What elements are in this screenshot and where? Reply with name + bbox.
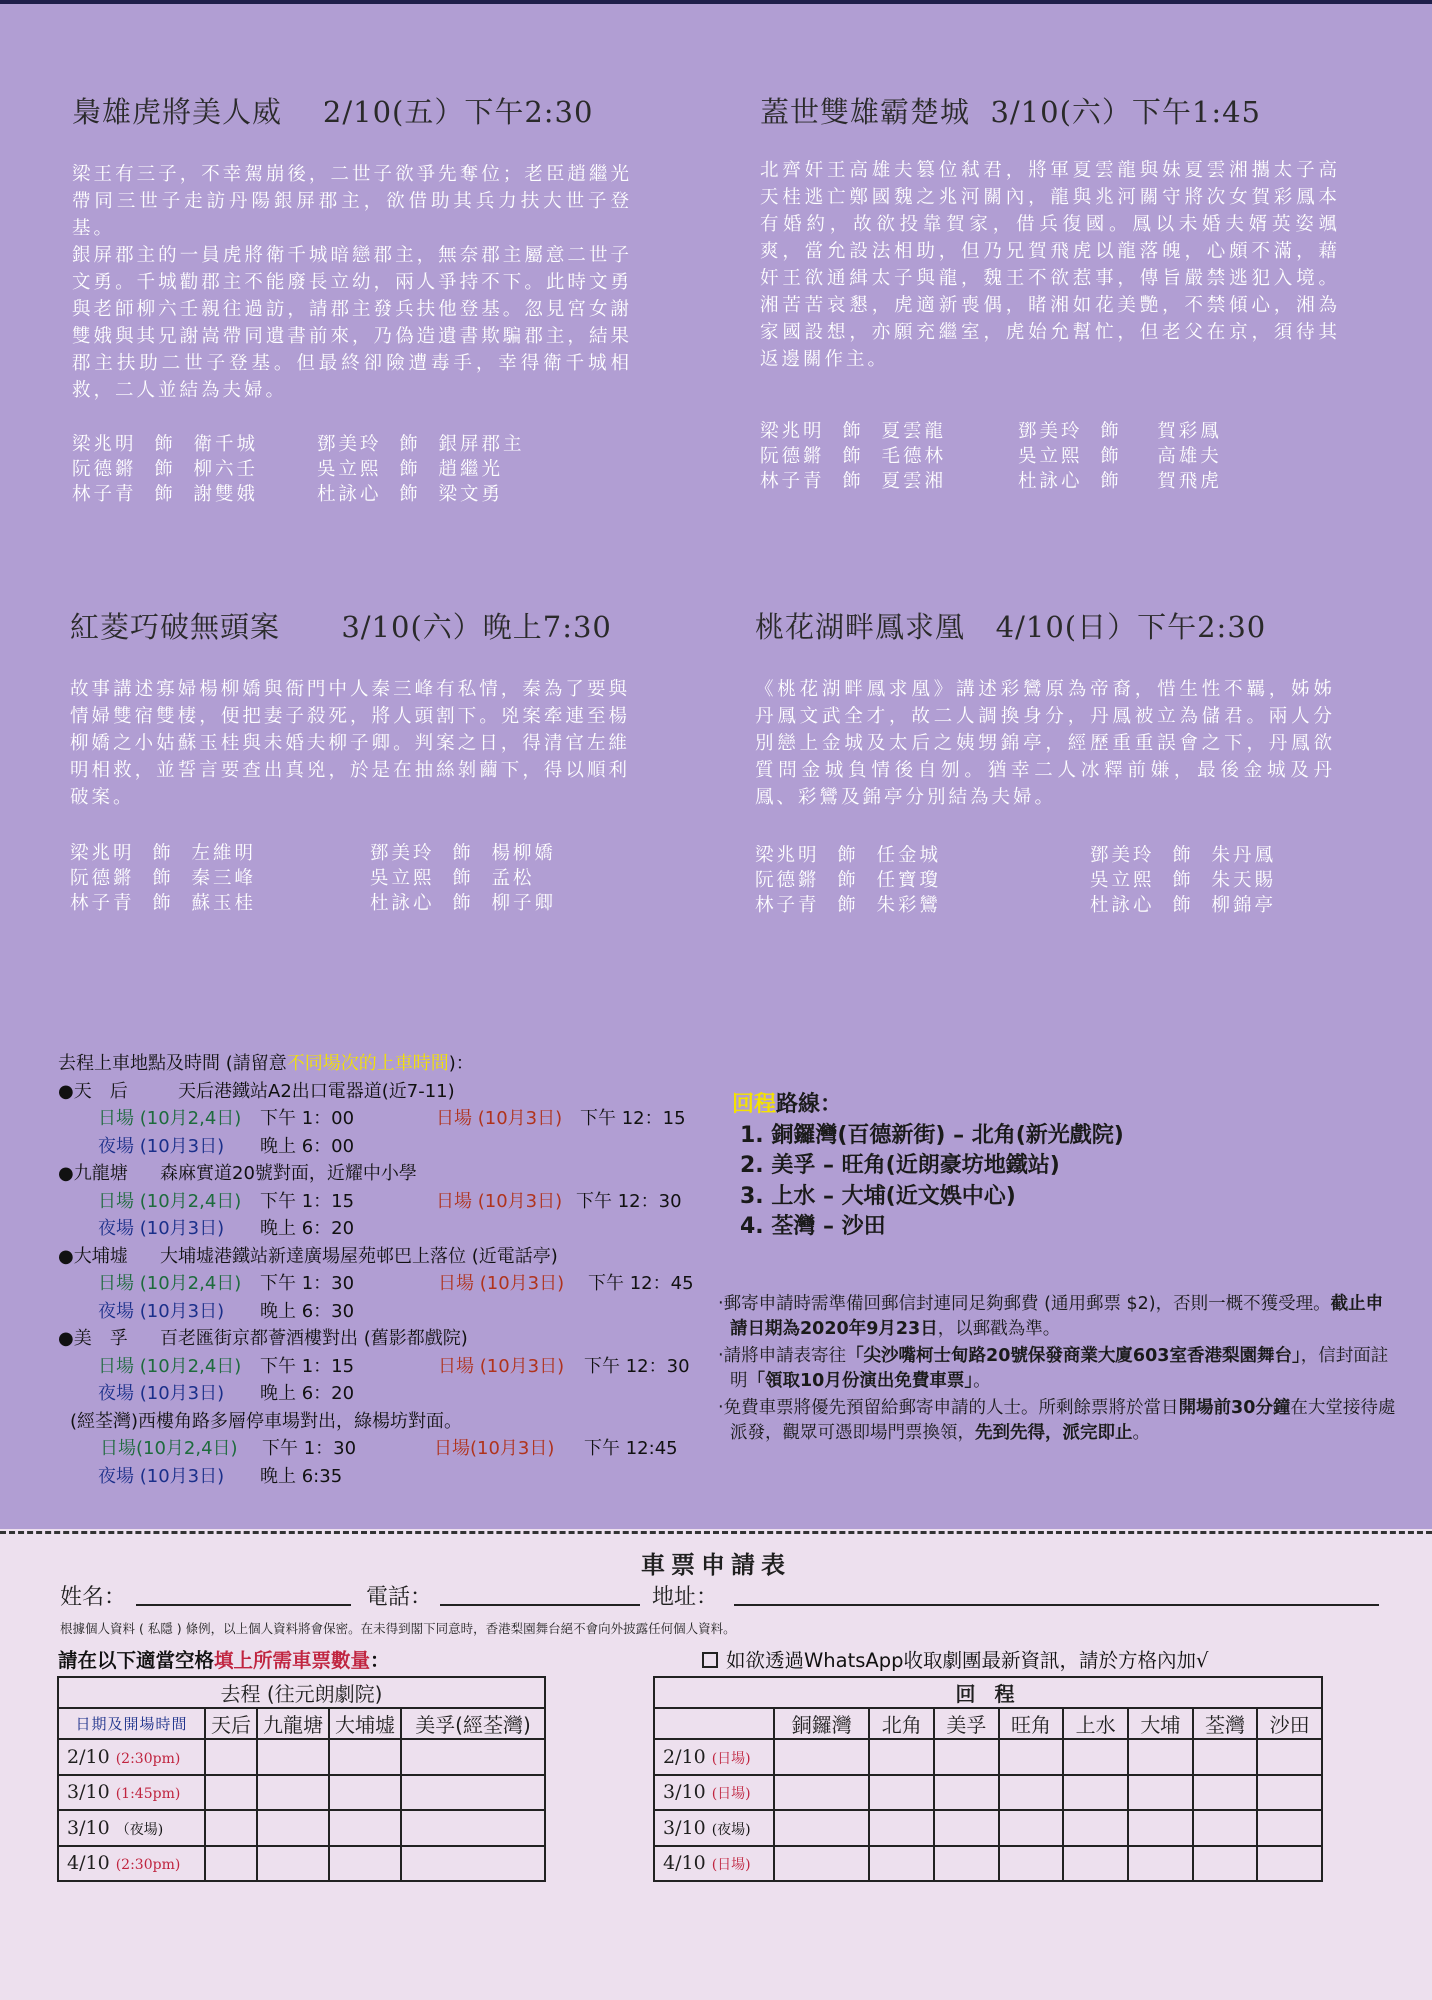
- stop-address: 百老匯街京都薈酒樓對出 (舊影都戲院): [160, 1328, 468, 1349]
- mid-session: 日場(10月3日): [434, 1438, 555, 1459]
- mid-session: 日場 (10月3日): [438, 1355, 565, 1377]
- stop-address: 大埔墟港鐵站新達廣場屋苑邨巴上落位 (近電話亭): [160, 1245, 558, 1267]
- show-datetime: 2/10(五）下午2:30: [322, 95, 594, 129]
- night-time: 晚上 6:35: [260, 1465, 343, 1487]
- show-title-line: [72, 90, 632, 131]
- quantity-cell[interactable]: [257, 1739, 329, 1775]
- night-session: 夜場 (10月3日): [98, 1300, 225, 1322]
- row-date: 3/10: [663, 1781, 706, 1804]
- cast-list: [72, 432, 632, 507]
- day-session: 日場 (10月2,4日): [98, 1355, 242, 1377]
- note-text: ‧郵寄申請時需準備回郵信封連同足夠郵費 (通用郵票 $2)，否則一概不獲受理。: [718, 1294, 1331, 1314]
- show-title: 梟雄虎將美人威: [72, 95, 283, 129]
- cast-entry: 阮德鏘 飾 毛德林: [760, 446, 947, 467]
- quantity-cell[interactable]: [869, 1810, 934, 1846]
- name-label: 姓名：: [60, 1585, 127, 1610]
- row-date-cell: [654, 1846, 774, 1882]
- cast-entry: 鄧美玲 飾 朱丹鳳: [1090, 845, 1277, 866]
- quantity-cell[interactable]: [934, 1739, 999, 1775]
- table-row: [58, 1846, 545, 1882]
- note-item: [718, 1344, 1398, 1394]
- return-table-title: 回 程: [654, 1677, 1322, 1708]
- column-header: 天后: [205, 1708, 257, 1739]
- cast-entry: 鄧美玲 飾 銀屏郡主: [317, 434, 525, 455]
- show-datetime: 4/10(日）下午2:30: [995, 610, 1267, 644]
- cast-entry: 杜詠心 飾 柳子卿: [370, 893, 557, 914]
- quantity-cell[interactable]: [1193, 1846, 1258, 1882]
- show-synopsis: 《桃花湖畔鳳求凰》講述彩鸞原為帝裔，惜生性不羈，姊姊丹鳳文武全才，故二人調換身分，丹鳳被立為儲君。兩人分別戀上金城及太后之姨甥錦亭，經歷重重誤會之下，丹鳳欲質問金城負情後自刎。猶幸二人冰釋前嫌，最後金城及丹鳳、彩鸞及錦亭分別結為夫婦。: [755, 679, 1335, 808]
- quantity-cell[interactable]: [257, 1775, 329, 1811]
- night-time: 晚上 6：00: [260, 1135, 355, 1157]
- show-synopsis: 梁王有三子，不幸駕崩後，二世子欲爭先奪位；老臣趙繼光帶同三世子走訪丹陽銀屏郡主，欲借助其兵力扶大世子登基。 銀屏郡主的一員虎將衛千城暗戀郡主，無奈郡主屬意二世子文勇。千城勸郡主不能廢長立幼，兩人爭持不下。此時文勇與老師柳六壬親往過訪，請郡主發兵扶他登基。忽見宮女謝雙娥與其兄謝嵩帶同遺書前來，乃偽造遺書欺騙郡主，結果郡主扶助二世子登基。但最終卻險遭毒手，幸得衛千城相救，二人並結為夫婦。: [72, 164, 632, 401]
- show-title-line: [755, 605, 1335, 646]
- column-header: 大埔墟: [329, 1708, 401, 1739]
- row-time: (1:45pm): [115, 1786, 181, 1803]
- pickup-schedule: [58, 1050, 718, 1490]
- day-time: 下午 1：15: [260, 1190, 355, 1212]
- pickup-times: [58, 1270, 718, 1298]
- quantity-cell[interactable]: [1257, 1739, 1322, 1775]
- return-route-item: 3. 上水 – 大埔(近文娛中心): [740, 1183, 1016, 1209]
- table-row: [58, 1775, 545, 1811]
- quantity-cell[interactable]: [401, 1846, 545, 1882]
- note-text: 。: [1132, 1423, 1150, 1443]
- phone-input[interactable]: [440, 1604, 640, 1606]
- cast-entry: 吳立熙 飾 高雄夫: [1018, 446, 1222, 467]
- column-header: 北角: [869, 1708, 934, 1739]
- column-header: 美孚: [934, 1708, 999, 1739]
- row-date-cell: [58, 1739, 205, 1775]
- quantity-cell[interactable]: [934, 1775, 999, 1811]
- row-date-cell: [654, 1810, 774, 1846]
- mid-time: 下午 12：45: [588, 1273, 694, 1294]
- column-header: 荃灣: [1193, 1708, 1258, 1739]
- note-text: ，信封面註明: [730, 1346, 1389, 1391]
- show-synopsis: 北齊奸王高雄夫篡位弒君，將軍夏雲龍與妹夏雲湘攜太子高天桂逃亡鄭國魏之兆河關內，龍與兆河關守將次女賀彩鳳本有婚約，故欲投靠賀家，借兵復國。鳳以未婚夫婿英姿颯爽，當允設法相助，但乃兄賀飛虎以龍落魄，心頗不滿，藉奸王欲通緝太子與龍，魏王不欲惹事，傳旨嚴禁逃犯入境。湘苦苦哀懇，虎適新喪偶，睹湘如花美艷，不禁傾心，湘為家國設想，亦願充繼室，虎始允幫忙，但老父在京，須待其返邊關作主。: [760, 160, 1340, 370]
- mid-time: 下午 12:45: [584, 1438, 678, 1459]
- mid-session: 日場 (10月3日): [436, 1190, 563, 1212]
- pickup-times: [58, 1380, 718, 1408]
- quantity-cell[interactable]: [1128, 1739, 1193, 1775]
- quantity-cell[interactable]: [1257, 1775, 1322, 1811]
- date-column-header: [654, 1708, 774, 1739]
- instruction-emphasis: 填上所需車票數量: [214, 1649, 371, 1672]
- show-card: [755, 605, 1335, 918]
- note-text: 。: [973, 1371, 991, 1391]
- show-card: [760, 90, 1340, 494]
- night-session: 夜場 (10月3日): [98, 1135, 225, 1157]
- cast-entry: 林子青 飾 夏雲湘: [760, 471, 947, 492]
- cast-entry: 阮德鏘 飾 秦三峰: [70, 868, 257, 889]
- day-time: 下午 1：00: [260, 1108, 355, 1129]
- mid-session: 日場 (10月3日): [436, 1108, 563, 1129]
- table-row: [654, 1739, 1322, 1775]
- pickup-times: [58, 1435, 718, 1463]
- quantity-cell[interactable]: [401, 1810, 545, 1846]
- quantity-cell[interactable]: [1257, 1810, 1322, 1846]
- quantity-cell[interactable]: [869, 1775, 934, 1811]
- row-date-cell: [654, 1775, 774, 1811]
- note-item: [718, 1396, 1398, 1446]
- show-card: [72, 90, 632, 507]
- quantity-cell[interactable]: [1063, 1775, 1128, 1811]
- row-date: 3/10: [67, 1816, 110, 1839]
- quantity-cell[interactable]: [1063, 1739, 1128, 1775]
- whatsapp-label: 如欲透過WhatsApp收取劇團最新資訊，請於方格內加√: [726, 1649, 1209, 1672]
- row-time: (2:30pm): [115, 1750, 181, 1767]
- cast-entry: 林子青 飾 謝雙娥: [72, 484, 259, 505]
- column-header: 美孚(經荃灣): [401, 1708, 545, 1739]
- quantity-cell[interactable]: [257, 1810, 329, 1846]
- cast-entry: 吳立熙 飾 朱天賜: [1090, 870, 1277, 891]
- quantity-cell[interactable]: [1193, 1810, 1258, 1846]
- note-address: 「尖沙嘴柯士甸路20號保發商業大廈603室香港梨園舞台」: [846, 1346, 1301, 1366]
- show-card: [70, 605, 630, 916]
- quantity-cell[interactable]: [869, 1846, 934, 1882]
- quantity-cell[interactable]: [774, 1739, 869, 1775]
- night-time: 晚上 6：30: [260, 1300, 355, 1322]
- pickup-times: [58, 1298, 718, 1326]
- day-time: 下午 1：30: [262, 1438, 357, 1459]
- row-time: （夜場): [115, 1821, 164, 1838]
- show-datetime: 3/10(六）下午1:45: [990, 95, 1262, 129]
- pickup-stop: [58, 1078, 718, 1106]
- table-row: [58, 1739, 545, 1775]
- whatsapp-checkbox[interactable]: [702, 1652, 718, 1668]
- quantity-cell[interactable]: [869, 1739, 934, 1775]
- return-route: [732, 1090, 1124, 1243]
- quantity-cell[interactable]: [1193, 1775, 1258, 1811]
- quantity-cell[interactable]: [205, 1739, 257, 1775]
- outbound-table-title: 去程 (往元朗劇院): [58, 1677, 545, 1708]
- quantity-cell[interactable]: [999, 1810, 1064, 1846]
- quantity-cell[interactable]: [774, 1775, 869, 1811]
- quantity-cell[interactable]: [1128, 1775, 1193, 1811]
- stop-address: 森麻實道20號對面，近耀中小學: [160, 1163, 417, 1184]
- address-label: 地址：: [652, 1585, 719, 1610]
- cut-line: [0, 1531, 1432, 1534]
- date-column-header: 日期及開場時間: [58, 1708, 205, 1739]
- quantity-cell[interactable]: [205, 1810, 257, 1846]
- column-header: 旺角: [999, 1708, 1064, 1739]
- phone-label: 電話：: [366, 1585, 433, 1610]
- return-route-item: 2. 美孚 – 旺角(近朗豪坊地鐵站): [740, 1153, 1060, 1178]
- instruction-text: ：: [370, 1649, 390, 1672]
- quantity-cell[interactable]: [329, 1775, 401, 1811]
- row-session: (日場): [711, 1857, 751, 1874]
- quantity-cell[interactable]: [205, 1846, 257, 1882]
- pickup-times: [58, 1463, 718, 1491]
- mid-time: 下午 12：30: [576, 1190, 682, 1212]
- column-header: 沙田: [1257, 1708, 1322, 1739]
- show-synopsis: 故事講述寡婦楊柳嬌與衙門中人秦三峰有私情，秦為了要與情婦雙宿雙棲，便把妻子殺死，將人頭割下。兇案牽連至楊柳嬌之小姑蘇玉桂與未婚夫柳子卿。判案之日，得清官左維明相救，並誓言要查出真兇，於是在抽絲剝繭下，得以順利破案。: [70, 679, 630, 808]
- day-time: 下午 1：30: [260, 1273, 355, 1294]
- cast-entry: 吳立熙 飾 趙繼光: [317, 459, 504, 480]
- quantity-cell[interactable]: [1128, 1846, 1193, 1882]
- row-session: (日場): [711, 1750, 751, 1767]
- note-text: ，以郵戳為準。: [937, 1319, 1061, 1339]
- outbound-ticket-table: [57, 1676, 546, 1882]
- quantity-cell[interactable]: [401, 1739, 545, 1775]
- day-session: 日場 (10月2,4日): [98, 1190, 242, 1212]
- return-heading-highlight: 回程: [732, 1092, 777, 1117]
- row-date: 2/10: [663, 1745, 706, 1768]
- row-date: 2/10: [67, 1745, 110, 1768]
- night-time: 晚上 6：20: [260, 1383, 355, 1404]
- cast-entry: 阮德鏘 飾 柳六壬: [72, 459, 259, 480]
- row-date: 4/10: [663, 1852, 706, 1875]
- return-route-item: 4. 荃灣 – 沙田: [740, 1214, 886, 1239]
- pickup-times: [58, 1133, 718, 1161]
- row-date: 3/10: [663, 1816, 706, 1839]
- quantity-cell[interactable]: [774, 1846, 869, 1882]
- note-text: 在大堂接待處派發，觀眾可憑即場門票換領，: [730, 1398, 1396, 1443]
- application-notes: [718, 1292, 1398, 1448]
- cast-list: [760, 419, 1340, 494]
- note-first-come: 先到先得，派完即止: [975, 1423, 1133, 1443]
- stop-name: ●大埔墟: [58, 1245, 128, 1267]
- table-row: [654, 1810, 1322, 1846]
- quantity-cell[interactable]: [205, 1775, 257, 1811]
- cast-entry: 杜詠心 飾 柳錦亭: [1090, 895, 1277, 916]
- cast-entry: 鄧美玲 飾 賀彩鳳: [1018, 421, 1222, 442]
- cast-entry: 杜詠心 飾 梁文勇: [317, 484, 504, 505]
- quantity-cell[interactable]: [257, 1846, 329, 1882]
- table-row: [58, 1810, 545, 1846]
- show-title: 桃花湖畔鳳求凰: [755, 610, 966, 644]
- note-timing: 開場前30分鐘: [1178, 1398, 1291, 1418]
- mid-time: 下午 12：30: [584, 1355, 690, 1377]
- pickup-times: [58, 1188, 718, 1216]
- cast-entry: 鄧美玲 飾 楊柳嬌: [370, 843, 557, 864]
- cast-list: [755, 843, 1335, 918]
- show-datetime: 3/10(六）晚上7:30: [341, 610, 612, 644]
- column-header: 上水: [1063, 1708, 1128, 1739]
- row-session: (日場): [711, 1786, 751, 1803]
- quantity-cell[interactable]: [329, 1846, 401, 1882]
- name-input[interactable]: [136, 1604, 351, 1606]
- row-date-cell: [58, 1846, 205, 1882]
- heading-text: )：: [448, 1053, 474, 1074]
- return-heading: [732, 1090, 1124, 1121]
- cast-entry: 吳立熙 飾 孟松: [370, 868, 535, 889]
- address-input[interactable]: [734, 1604, 1379, 1606]
- cast-entry: 阮德鏘 飾 任寶瓊: [755, 870, 942, 891]
- quantity-instruction: [58, 1645, 390, 1673]
- stop-name: ●美 孚: [58, 1328, 128, 1349]
- show-title: 紅菱巧破無頭案: [70, 610, 281, 644]
- row-date-cell: [654, 1739, 774, 1775]
- return-route-item: 1. 銅鑼灣(百德新街) – 北角(新光戲院): [740, 1122, 1124, 1148]
- cast-entry: 梁兆明 飾 任金城: [755, 845, 942, 866]
- quantity-cell[interactable]: [329, 1810, 401, 1846]
- row-date-cell: [58, 1810, 205, 1846]
- quantity-cell[interactable]: [1257, 1846, 1322, 1882]
- return-heading-text: 路線：: [776, 1092, 843, 1117]
- quantity-cell[interactable]: [401, 1775, 545, 1811]
- quantity-cell[interactable]: [934, 1810, 999, 1846]
- night-session: 夜場 (10月3日): [98, 1218, 225, 1239]
- show-title-line: [760, 90, 1340, 131]
- show-title-line: [70, 605, 630, 646]
- mid-time: 下午 12：15: [580, 1108, 686, 1129]
- cast-entry: 梁兆明 飾 衛千城: [72, 434, 259, 455]
- note-deadline: 截止申請日期為2020年9月23日: [730, 1294, 1384, 1339]
- day-session: 日場 (10月2,4日): [98, 1108, 242, 1129]
- stop-address: (經荃灣)西樓角路多層停車場對出，綠楊坊對面。: [70, 1410, 463, 1432]
- form-title: 車票申請表: [641, 1551, 791, 1579]
- night-time: 晚上 6：20: [260, 1218, 355, 1239]
- pickup-times: [58, 1105, 718, 1133]
- pickup-heading: [58, 1050, 718, 1078]
- note-envelope: 「領取10月份演出免費車票」: [747, 1371, 974, 1391]
- cast-entry: 林子青 飾 朱彩鸞: [755, 895, 942, 916]
- table-row: [654, 1775, 1322, 1811]
- row-date: 4/10: [67, 1852, 110, 1875]
- cast-entry: 梁兆明 飾 左維明: [70, 843, 257, 864]
- pickup-stop: [58, 1160, 718, 1188]
- quantity-cell[interactable]: [1063, 1810, 1128, 1846]
- quantity-cell[interactable]: [934, 1846, 999, 1882]
- quantity-cell[interactable]: [1193, 1739, 1258, 1775]
- cast-list: [70, 841, 630, 916]
- day-session: 日場 (10月2,4日): [98, 1273, 242, 1294]
- pickup-stop: [58, 1408, 718, 1436]
- heading-highlight: 不同場次的上車時間: [286, 1053, 449, 1074]
- cast-entry: 梁兆明 飾 夏雲龍: [760, 421, 947, 442]
- instruction-text: 請在以下適當空格: [58, 1649, 215, 1672]
- mid-session: 日場 (10月3日): [438, 1273, 565, 1294]
- pickup-stop: [58, 1243, 718, 1271]
- table-row: [654, 1846, 1322, 1882]
- note-item: [718, 1292, 1398, 1342]
- note-text: ‧免費車票將優先預留給郵寄申請的人士。所剩餘票將於當日: [718, 1398, 1179, 1418]
- night-session: 夜場 (10月3日): [98, 1383, 225, 1404]
- stop-name: ●九龍塘: [58, 1163, 128, 1184]
- pickup-times: [58, 1353, 718, 1381]
- quantity-cell[interactable]: [999, 1775, 1064, 1811]
- stop-name: ●天 后: [58, 1080, 128, 1102]
- quantity-cell[interactable]: [1128, 1810, 1193, 1846]
- show-title: 蓋世雙雄霸楚城: [760, 95, 971, 129]
- pickup-times: [58, 1215, 718, 1243]
- heading-text: 去程上車地點及時間 (請留意: [58, 1053, 287, 1074]
- row-time: (2:30pm): [115, 1857, 181, 1874]
- quantity-cell[interactable]: [774, 1810, 869, 1846]
- cast-entry: 林子青 飾 蘇玉桂: [70, 893, 257, 914]
- privacy-notice: 根據個人資料 ( 私隱 ) 條例，以上個人資料將會保密。在未得到閣下同意時，香港梨園舞台絕不會向外披露任何個人資料。: [60, 1621, 736, 1636]
- quantity-cell[interactable]: [1063, 1846, 1128, 1882]
- row-date: 3/10: [67, 1781, 110, 1804]
- quantity-cell[interactable]: [999, 1739, 1064, 1775]
- column-header: 九龍塘: [257, 1708, 329, 1739]
- quantity-cell[interactable]: [329, 1739, 401, 1775]
- stop-address: 天后港鐵站A2出口電器道(近7-11): [178, 1080, 455, 1102]
- column-header: 大埔: [1128, 1708, 1193, 1739]
- cast-entry: 杜詠心 飾 賀飛虎: [1018, 471, 1222, 492]
- whatsapp-optin: [702, 1645, 1208, 1673]
- note-text: ‧請將申請表寄往: [718, 1346, 847, 1366]
- pickup-stop: [58, 1325, 718, 1353]
- row-session: (夜場): [711, 1821, 751, 1838]
- day-time: 下午 1：15: [260, 1355, 355, 1377]
- return-ticket-table: [653, 1676, 1323, 1882]
- quantity-cell[interactable]: [999, 1846, 1064, 1882]
- day-session: 日場(10月2,4日): [100, 1438, 238, 1459]
- night-session: 夜場 (10月3日): [98, 1465, 225, 1487]
- row-date-cell: [58, 1775, 205, 1811]
- column-header: 銅鑼灣: [774, 1708, 869, 1739]
